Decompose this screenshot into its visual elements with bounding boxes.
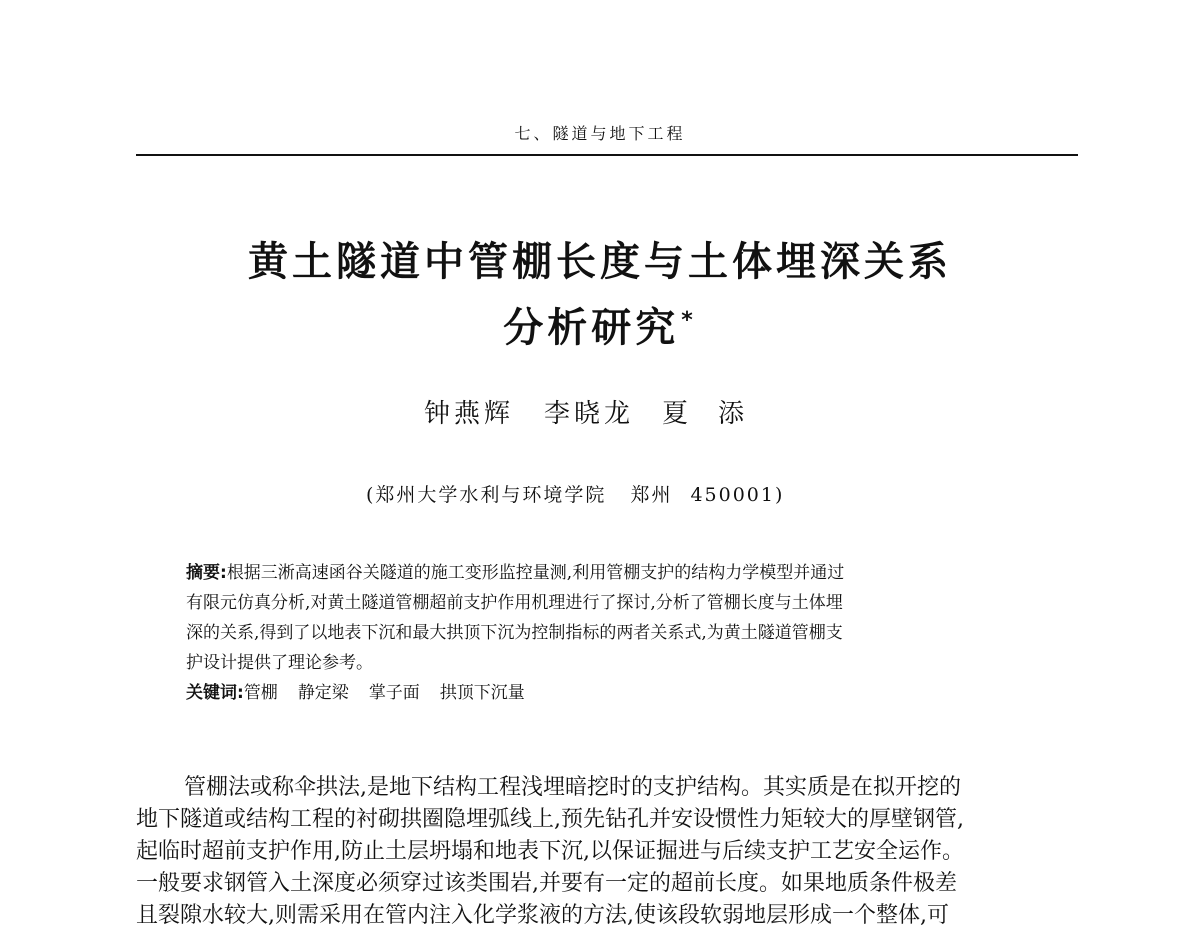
abstract-line: 有限元仿真分析,对黄土隧道管棚超前支护作用机理进行了探讨,分析了管棚长度与土体埋	[186, 593, 843, 613]
body-line-text: 管棚法或称伞拱法,是地下结构工程浅埋暗挖时的支护结构。其实质是在拟开挖的	[184, 775, 961, 800]
running-head: 七、隧道与地下工程	[514, 124, 686, 143]
abstract-line: 护设计提供了理论参考。	[186, 653, 373, 673]
abstract-text: 根据三淅高速函谷关隧道的施工变形监控量测,利用管棚支护的结构力学模型并通过	[226, 563, 845, 583]
affiliation	[366, 480, 784, 507]
affiliation-institution: 郑州大学水利与环境学院	[375, 484, 607, 506]
keyword: 拱顶下沉量	[439, 683, 525, 703]
body-line: 起临时超前支护作用,防止土层坍塌和地表下沉,以保证掘进与后续支护工艺安全运作。	[136, 839, 964, 864]
author-name: 钟燕辉	[424, 399, 515, 429]
abstract-block	[186, 558, 1036, 708]
keywords-line	[186, 678, 1036, 708]
paper-title-line-1: 黄土隧道中管棚长度与土体埋深关系	[248, 239, 952, 285]
body-line	[136, 772, 1080, 804]
affiliation-city: 郑州	[630, 484, 673, 506]
abstract-line: 深的关系,得到了以地表下沉和最大拱顶下沉为控制指标的两者关系式,为黄土隧道管棚支	[186, 623, 843, 643]
keywords-label: 关键词:	[186, 683, 244, 703]
author-name: 李晓龙	[544, 399, 635, 429]
title-footnote-mark: *	[681, 308, 697, 333]
body-paragraph	[136, 772, 1080, 932]
body-line: 地下隧道或结构工程的衬砌拱圈隐埋弧线上,预先钻孔并安设惯性力矩较大的厚壁钢管,	[136, 807, 964, 832]
header-rule	[136, 154, 1078, 156]
abstract-label: 摘要:	[186, 563, 227, 583]
affiliation-open-paren: (	[366, 484, 376, 506]
author-name: 夏添	[662, 399, 775, 429]
keyword: 管棚	[243, 683, 278, 703]
keyword: 静定梁	[297, 683, 349, 703]
author-list	[424, 393, 774, 430]
paper-title-text: 分析研究	[503, 305, 680, 351]
body-line: 一般要求钢管入土深度必须穿过该类围岩,并要有一定的超前长度。如果地质条件极差	[136, 871, 957, 896]
affiliation-close-paren: )	[774, 484, 785, 506]
body-line: 且裂隙水较大,则需采用在管内注入化学浆液的方法,使该段软弱地层形成一个整体,可	[136, 903, 949, 928]
paper-title-line-2	[0, 296, 1200, 353]
abstract-line	[186, 558, 1036, 588]
affiliation-postcode: 450001	[690, 484, 775, 506]
keyword: 掌子面	[368, 683, 420, 703]
